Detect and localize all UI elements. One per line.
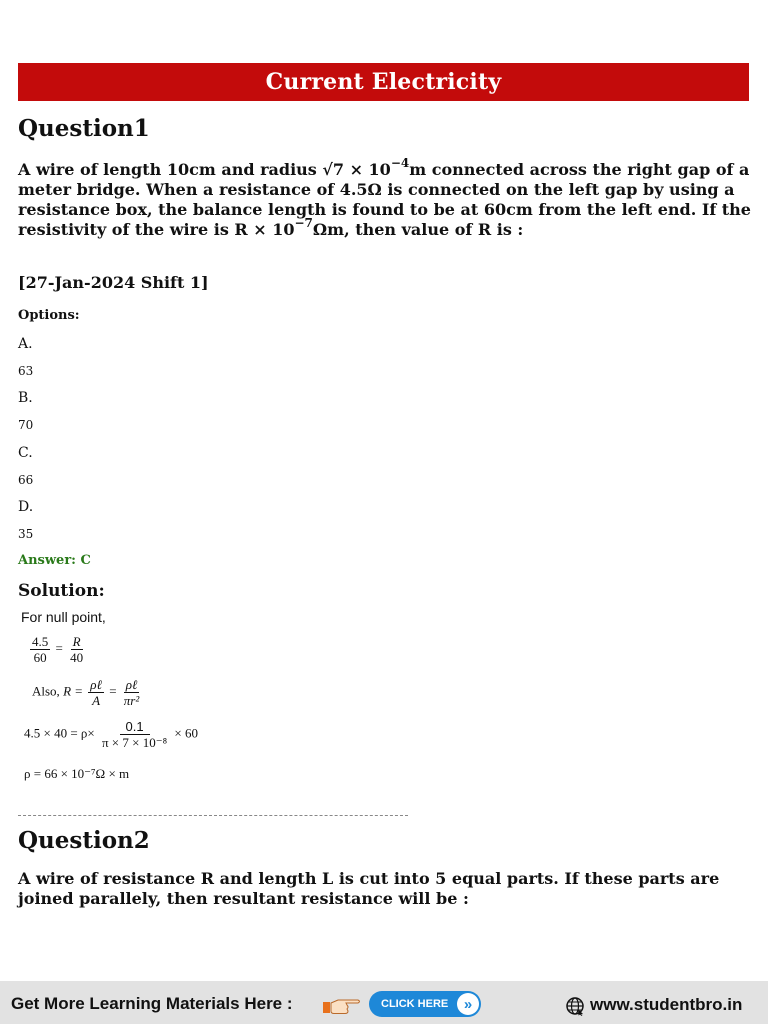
solution-equation-4: ρ = 66 × 10⁻⁷Ω × m: [24, 766, 130, 781]
option-a-value: 63: [18, 364, 34, 378]
options-label: Options:: [18, 308, 80, 323]
option-a-letter: A.: [18, 336, 33, 352]
footer-prompt: Get More Learning Materials Here :: [11, 994, 293, 1013]
question1-exponent1: −4: [390, 155, 410, 170]
question2-text: A wire of resistance R and length L is cut into 5 equal parts. If these parts are joined parallely, then resultant resistance will be :: [18, 869, 720, 908]
chapter-title: Current Electricity: [265, 69, 502, 95]
solution-equation-2: Also, R = $\frac{\text{ρℓ}}{A}$ = $\frac{\text{ρℓ}}{\text{πr²}}$: [32, 677, 140, 708]
fraction-left: $\frac{4.5}{60}$: [32, 634, 49, 665]
question2-title: Question2: [18, 827, 150, 854]
option-d-letter: D.: [18, 499, 34, 515]
question1-exponent2: −7: [294, 215, 313, 230]
solution-heading: Solution:: [18, 581, 105, 601]
question1-title: Question1: [18, 115, 150, 142]
pointing-hand-icon: [322, 994, 362, 1016]
option-c-letter: C.: [18, 445, 33, 461]
solution-line-null-point: For null point,: [21, 609, 106, 625]
question1-text-part1: A wire of length 10cm and radius √7 × 10: [18, 160, 391, 179]
question1-text-part3: Ωm, then value of R is :: [312, 220, 524, 239]
solution-equation-1: $\frac{4.5}{60}$ = $\frac{R}{40}$: [32, 634, 84, 665]
section-divider: [18, 815, 408, 816]
exam-reference: [27-Jan-2024 Shift 1]: [18, 273, 209, 292]
chapter-banner: [18, 63, 749, 101]
option-b-value: 70: [18, 418, 34, 432]
question1-text-part2: m connected across the right gap of a meter bridge. When a resistance of 4.5Ω is connected on the left gap by using a resistance box, the balance length is found to be at 60cm from the left end. If the resistivity of the wire is R × 10: [18, 160, 751, 239]
globe-icon: [565, 996, 585, 1016]
fraction-right: $\frac{R}{40}$: [70, 634, 84, 665]
solution-equation-3: 4.5 × 40 = ρ× $\frac{0.1}{\text{π × 7 × 10⁻⁸}}$ × 60: [24, 719, 198, 750]
option-b-letter: B.: [18, 390, 33, 406]
answer-label: Answer: C: [18, 553, 91, 568]
option-d-value: 35: [18, 527, 34, 541]
click-here-button[interactable]: [369, 991, 481, 1017]
option-c-value: 66: [18, 473, 34, 487]
website-link[interactable]: www.studentbro.in: [590, 995, 743, 1014]
question1-text: [18, 155, 753, 240]
click-here-label: CLICK HERE: [381, 998, 449, 1010]
double-chevron-right-icon: »: [457, 993, 479, 1015]
